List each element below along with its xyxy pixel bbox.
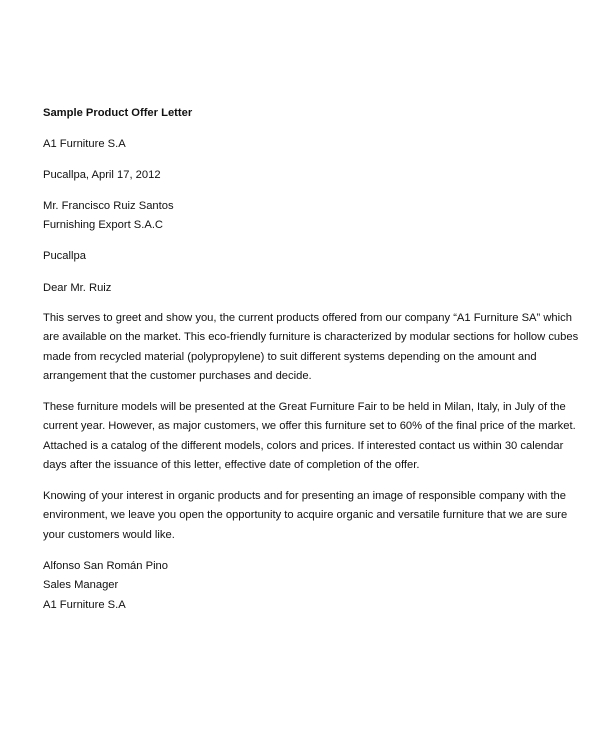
place-date: Pucallpa, April 17, 2012 bbox=[43, 169, 161, 181]
recipient-city: Pucallpa bbox=[43, 250, 86, 262]
body-paragraph-1 bbox=[43, 309, 579, 387]
paragraph-line: Knowing of your interest in organic products and for presenting an image of responsible company with the bbox=[43, 490, 567, 502]
paragraph-line: made from recycled material (polypropylene) to suit different systems depending on the amount and bbox=[43, 350, 537, 363]
paragraph-line: are available on the market. This eco-friendly furniture is characterized by modular sections for hollow cubes bbox=[43, 331, 579, 344]
body-paragraph-2 bbox=[43, 398, 576, 476]
paragraph-line: Attached is a catalog of the different models, colors and prices. If interested contact us within 30 calendar bbox=[43, 439, 564, 452]
sender-company: A1 Furniture S.A bbox=[43, 138, 126, 150]
paragraph-line: environment, we leave you open the opportunity to acquire organic and versatile furniture that we are sure bbox=[43, 509, 568, 522]
recipient-company: Furnishing Export S.A.C bbox=[43, 219, 164, 231]
paragraph-line: current year. However, as major customers, we offer this furniture set to 60% of the final price of the market. bbox=[43, 420, 576, 433]
signature-name: Alfonso San Román Pino bbox=[43, 560, 169, 572]
paragraph-line: arrangement that the customer purchases and decide. bbox=[43, 370, 312, 383]
paragraph-line: days after the issuance of this letter, effective date of completion of the offer. bbox=[43, 459, 420, 472]
letter-title: Sample Product Offer Letter bbox=[43, 107, 193, 119]
signature-position: Sales Manager bbox=[43, 579, 119, 591]
paragraph-line: This serves to greet and show you, the current products offered from our company “A1 Furniture SA” which bbox=[43, 312, 572, 324]
paragraph-line: These furniture models will be presented at the Great Furniture Fair to be held in Milan, Italy, in July of the bbox=[43, 401, 566, 413]
body-paragraph-3 bbox=[43, 487, 568, 545]
paragraph-line: your customers would like. bbox=[43, 528, 175, 541]
salutation: Dear Mr. Ruiz bbox=[43, 282, 112, 294]
signature-company: A1 Furniture S.A bbox=[43, 599, 126, 611]
recipient-name: Mr. Francisco Ruiz Santos bbox=[43, 200, 174, 212]
